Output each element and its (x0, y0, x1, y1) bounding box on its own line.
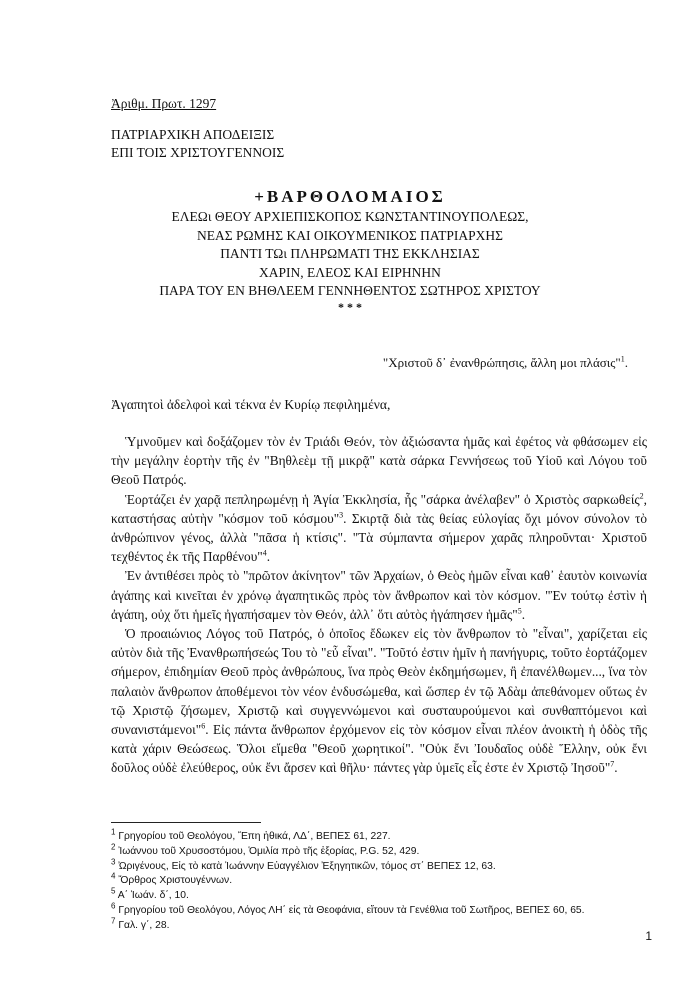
paragraph-text: . (614, 760, 618, 776)
footnote-number: 1 (111, 827, 116, 837)
paragraph-text: . Εἰς πάντα ἄνθρωπον ἐρχόμενον εἰς τὸν κόσμον εἶναι πλέον ἀνοικτὴ ἡ ὁδὸς τῆς κατὰ χάριν Θεώσεως. Ὅλοι εἴμεθα "Θεοῦ χωρητικοί". "Οὐκ ἔνι Ἰουδαῖος οὐδὲ Ἕλλην, οὐκ ἔνι δοῦλος οὐδὲ ἐλεύθερος, οὐκ ἔνι ἄρσεν καὶ θῆλυ· πάντες γὰρ ὑμεῖς εἷς ἐστε ἐν Χριστῷ Ἰησοῦ" (111, 722, 647, 776)
footnote-text: Ὠριγένους, Εἰς τὸ κατὰ Ἰωάννην Εὐαγγέλιον Ἐξηγητικῶν, τόμος στ΄ ΒΕΠΕΣ 12, 63. (118, 860, 496, 872)
footnote (111, 871, 651, 889)
page-number: 1 (645, 929, 652, 943)
title-line: ΧΑΡΙΝ, ΕΛΕΟΣ ΚΑΙ ΕΙΡΗΝΗΝ (259, 264, 441, 280)
footnote-ref: 1 (620, 354, 625, 364)
footnote-ref: 7 (610, 760, 615, 770)
footnote-text: Ὄρθρος Χριστουγέννων. (118, 875, 233, 887)
paragraph-text: Ὑμνοῦμεν καὶ δοξάζομεν τὸν ἐν Τριάδι Θεόν, τὸν ἀξιώσαντα ἡμᾶς καὶ ἐφέτος νὰ φθάσωμεν εἰς τὴν μεγάλην ἑορτὴν τῆς ἐν "Βηθλεὲμ τῇ μικρᾷ" κατὰ σάρκα Γεννήσεως τοῦ Υἱοῦ καὶ Λόγου τοῦ Θεοῦ Πατρός. (111, 434, 647, 488)
paragraph-text: , καταστήσας αὐτὴν "κόσμον τοῦ κόσμου" (111, 491, 647, 526)
footnote (111, 886, 651, 904)
paragraph-text: . (521, 606, 526, 622)
paragraph (111, 566, 647, 624)
footnote-number: 5 (111, 886, 116, 896)
title-line: ΕΛΕΩι ΘΕΟΥ ΑΡΧΙΕΠΙΣΚΟΠΟΣ ΚΩΝΣΤΑΝΤΙΝΟΥΠΟΛΕΩΣ, (171, 209, 529, 224)
title-line: ΝΕΑΣ ΡΩΜΗΣ ΚΑΙ ΟΙΚΟΥΜΕΝΙΚΟΣ ΠΑΤΡΙΑΡΧΗΣ (197, 227, 503, 243)
title-line: ΠΑΝΤΙ ΤΩι ΠΛΗΡΩΜΑΤΙ ΤΗΣ ΕΚΚΛΗΣΙΑΣ (220, 246, 480, 261)
protocol-number: Ἀριθμ. Πρωτ. 1297 (111, 96, 217, 111)
epigraph-period: . (624, 355, 628, 370)
greeting: Ἀγαπητοὶ ἀδελφοὶ καὶ τέκνα ἐν Κυρίῳ πεφιλημένα, (111, 397, 391, 412)
paragraph (111, 624, 647, 778)
paragraph (111, 490, 647, 567)
body-text (111, 432, 647, 778)
footnote-ref: 3 (339, 510, 344, 520)
title-block (70, 186, 630, 313)
footnote (111, 916, 651, 934)
paragraph-text: Ὁ προαιώνιος Λόγος τοῦ Πατρός, ὁ ὁποῖος ἔδωκεν εἰς τὸν ἄνθρωπον τὸ "εἶναι", χαρίζεται εἰς αὐτὸν διὰ τῆς Ἐνανθρωπήσεώς Του τὸ "εὖ εἶναι". "Τοῦτό ἐστιν ἡμῖν ἡ πανήγυρις, τοῦτο ἑορτάζομεν σήμερον, ἐπιδημίαν Θεοῦ πρὸς ἀνθρώπους, ἵνα πρὸς Θεὸν ἐκδημήσωμεν, ἢ ἐπανέλθωμεν..., ἵνα τὸν παλαιὸν ἄνθρωπον ἀποθέμενοι τὸν νέον ἐνδυσώμεθα, καὶ ὥσπερ ἐν τῷ Ἀδὰμ ἀπεθάνομεν οὕτως ἐν τῷ Χριστῷ ζήσωμεν, Χριστῷ καὶ συγγεννώμενοι καὶ συσταυρούμενοι καὶ συνθαπτόμενοι καὶ συνανιστάμενοι" (111, 626, 647, 738)
footnote (111, 901, 651, 919)
footnote-number: 3 (111, 857, 116, 867)
heading-line: ΕΠΙ ΤΟΙΣ ΧΡΙΣΤΟΥΓΕΝΝΟΙΣ (111, 145, 285, 160)
title-line: ΠΑΡΑ ΤΟΥ ΕΝ ΒΗΘΛΕΕΜ ΓΕΝΝΗΘΕΝΤΟΣ ΣΩΤΗΡΟΣ ΧΡΙΣΤΟΥ (159, 283, 541, 298)
footnote-number: 7 (111, 916, 116, 926)
epigraph-text: "Χριστοῦ δ᾽ ἐνανθρώπησις, ἄλλη μοι πλάσις" (382, 355, 621, 370)
footnote-text: Α΄ Ἰωάν. δ΄, 10. (117, 890, 189, 902)
section-separator: * * * (338, 299, 362, 314)
paragraph-text: . Σκιρτᾷ διὰ τὰς θείας εὐλογίας ὄχι μόνον σύνολον τὸ ἀνθρώπινον γένος, ἀλλὰ "πᾶσα ἡ κτίσις". "Τὰ σύμπαντα σήμερον χαρᾶς πληροῦνται· Χριστοῦ τεχθέντος ἐκ τῆς Παρθένου" (111, 510, 647, 565)
footnotes (111, 827, 651, 934)
footnote-ref: 5 (517, 606, 522, 616)
footnote (111, 842, 651, 860)
footnote-text: Ἰωάννου τοῦ Χρυσοστόμου, Ὁμιλία πρὸ τῆς ἐξορίας, P.G. 52, 429. (118, 845, 420, 857)
epigraph (383, 355, 628, 371)
paragraph (111, 432, 647, 490)
footnote-number: 4 (111, 871, 116, 881)
patriarch-name: +ΒΑΡΘΟΛΟΜΑΙΟΣ (254, 187, 446, 206)
footnote-ref: 6 (201, 721, 206, 731)
footnote-number: 6 (111, 901, 116, 911)
footnote-number: 2 (111, 842, 116, 852)
heading-line: ΠΑΤΡΙΑΡΧΙΚΗ ΑΠΟΔΕΙΞΙΣ (111, 127, 275, 142)
footnote-text: Γρηγορίου τοῦ Θεολόγου, Λόγος ΛΗ΄ εἰς τὰ Θεοφάνια, εἴτουν τὰ Γενέθλια τοῦ Σωτῆρος, ΒΕΠΕΣ 60, 65. (118, 904, 585, 916)
footnote (111, 857, 651, 875)
paragraph-text: Ἐν ἀντιθέσει πρὸς τὸ "πρῶτον ἀκίνητον" τῶν Ἀρχαίων, ὁ Θεὸς ἡμῶν εἶναι καθ᾽ ἑαυτὸν κοινωνία ἀγάπης καὶ κινεῖται ἐν χρόνῳ ἀγαπητικῶς πρὸς τὸν ἄνθρωπον καὶ τὸν κόσμον. "Ἐν τούτῳ ἐστὶν ἡ ἀγάπη, οὐχ ὅτι ἡμεῖς ἠγαπήσαμεν τὸν Θεόν, ἀλλ᾽ ὅτι αὐτὸς ἠγάπησεν ἡμᾶς" (111, 568, 647, 622)
document-heading (111, 126, 284, 162)
paragraph-text: . (266, 549, 271, 565)
paragraph-text: Ἑορτάζει ἐν χαρᾷ πεπληρωμένῃ ἡ Ἁγία Ἐκκλησία, ἧς "σάρκα ἀνέλαβεν" ὁ Χριστὸς σαρκωθείς (125, 491, 640, 507)
footnote-ref: 4 (262, 548, 267, 558)
footnote-ref: 2 (639, 491, 644, 501)
footnote (111, 827, 651, 845)
footnote-text: Γαλ. γ΄, 28. (118, 919, 170, 931)
footnote-divider (111, 822, 261, 823)
footnote-text: Γρηγορίου τοῦ Θεολόγου, Ἔπη ἠθικά, ΛΔ΄, ΒΕΠΕΣ 61, 227. (118, 831, 391, 842)
